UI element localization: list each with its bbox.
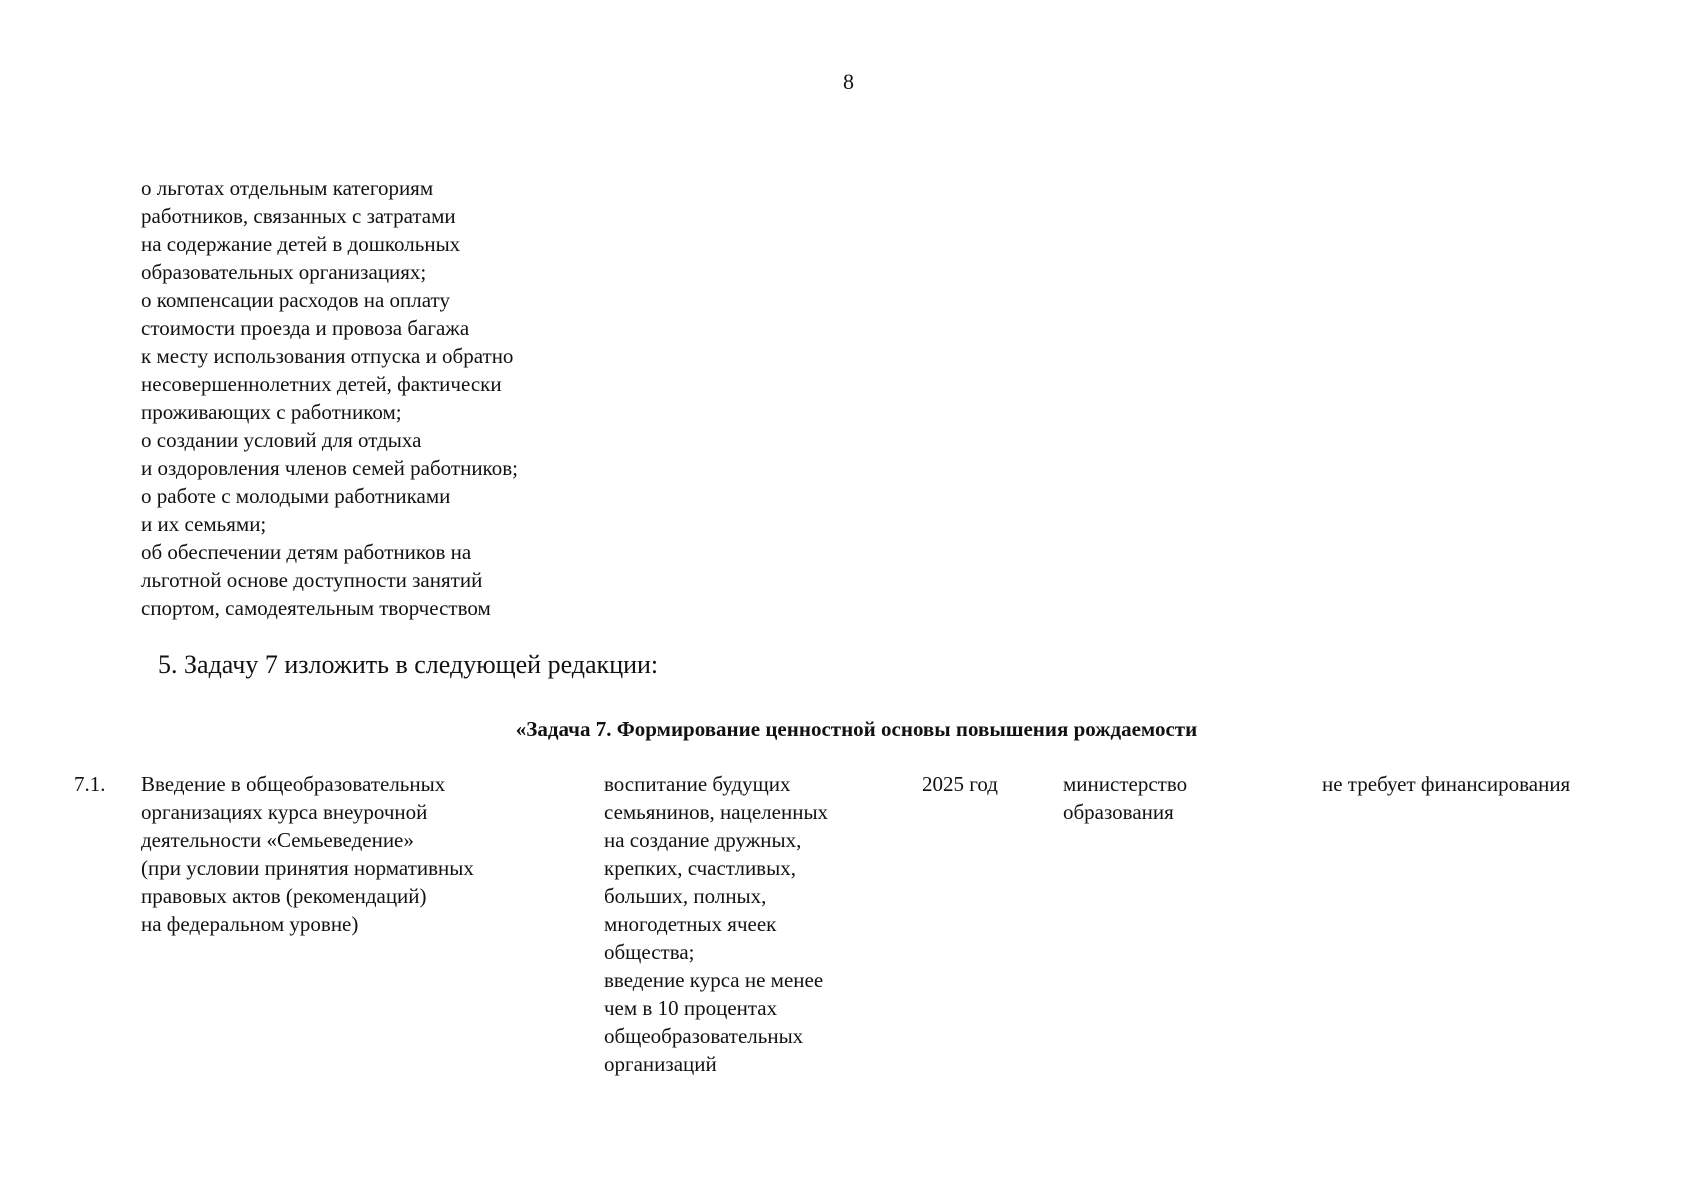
text-line: о льготах отдельным категориям: [141, 176, 434, 200]
amendment-instruction: 5. Задачу 7 изложить в следующей редакции:: [158, 650, 659, 679]
result-line: на создание дружных,: [604, 828, 802, 852]
text-line: об обеспечении детям работников на: [141, 540, 472, 564]
result-line: многодетных ячеек: [604, 912, 777, 936]
text-line: образовательных организациях;: [141, 260, 427, 284]
text-line: на содержание детей в дошкольных: [141, 232, 461, 256]
result-line: введение курса не менее: [604, 968, 824, 992]
expected-result-cell: [604, 770, 894, 1078]
measure-name-line: организациях курса внеурочной: [141, 800, 428, 824]
result-line: чем в 10 процентах: [604, 996, 778, 1020]
text-line: о работе с молодыми работниками: [141, 484, 451, 508]
text-line: спортом, самодеятельным творчеством: [141, 596, 491, 620]
result-line: организаций: [604, 1052, 717, 1076]
financing-cell: не требует финансирования: [1322, 772, 1571, 796]
responsible-line: образования: [1063, 800, 1174, 824]
measure-name-line: на федеральном уровне): [141, 912, 359, 936]
task-heading: [0, 715, 1697, 743]
result-line: воспитание будущих: [604, 772, 791, 796]
text-line: несовершеннолетних детей, фактически: [141, 372, 502, 396]
measure-name-line: деятельности «Семьеведение»: [141, 828, 414, 852]
task-title-text: «Задача 7. Формирование ценностной основы повышения рождаемости: [515, 717, 1198, 741]
text-line: и их семьями;: [141, 512, 267, 536]
text-line: и оздоровления членов семей работников;: [141, 456, 518, 480]
result-line: общества;: [604, 940, 695, 964]
text-line: о компенсации расходов на оплату: [141, 288, 450, 312]
text-line: к месту использования отпуска и обратно: [141, 344, 514, 368]
previous-list-text: [141, 174, 761, 622]
deadline-cell: 2025 год: [922, 772, 998, 796]
text-line: работников, связанных с затратами: [141, 204, 456, 228]
text-line: проживающих с работником;: [141, 400, 402, 424]
result-line: крепких, счастливых,: [604, 856, 796, 880]
measure-name-line: (при условии принятия нормативных: [141, 856, 474, 880]
row-number: 7.1.: [74, 772, 106, 796]
result-line: семьянинов, нацеленных: [604, 800, 829, 824]
page-number: 8: [843, 69, 854, 94]
measure-name-cell: [141, 770, 581, 938]
responsible-cell: [1063, 770, 1293, 826]
result-line: общеобразовательных: [604, 1024, 804, 1048]
responsible-line: министерство: [1063, 772, 1188, 796]
text-line: льготной основе доступности занятий: [141, 568, 483, 592]
text-line: стоимости проезда и провоза багажа: [141, 316, 470, 340]
text-line: о создании условий для отдыха: [141, 428, 422, 452]
result-line: больших, полных,: [604, 884, 767, 908]
measure-name-line: правовых актов (рекомендаций): [141, 884, 427, 908]
measure-name-line: Введение в общеобразовательных: [141, 772, 446, 796]
